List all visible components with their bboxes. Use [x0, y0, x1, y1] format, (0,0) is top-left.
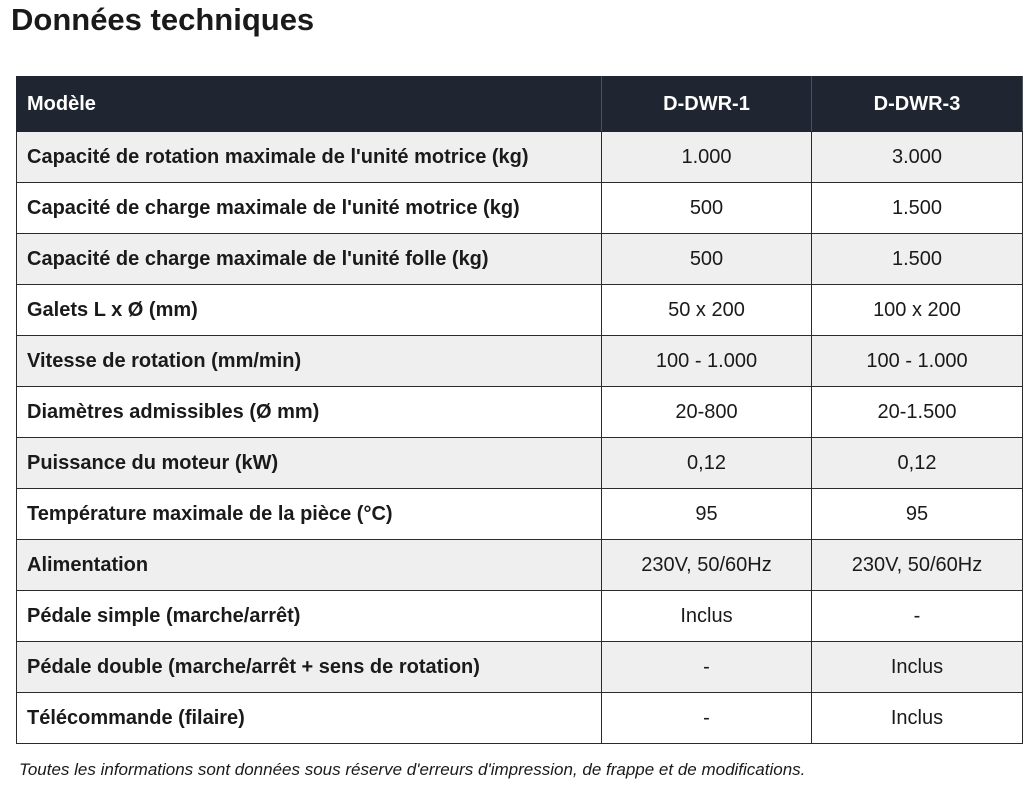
row-value-model-2: 100 - 1.000 — [812, 336, 1023, 387]
row-value-model-1: 0,12 — [602, 438, 812, 489]
table-row — [17, 642, 1023, 693]
row-value-model-2: 3.000 — [812, 132, 1023, 183]
row-label: Pédale double (marche/arrêt + sens de rotation) — [17, 642, 602, 693]
row-value-model-2: 0,12 — [812, 438, 1023, 489]
row-value-model-1: 95 — [602, 489, 812, 540]
row-value-model-1: - — [602, 693, 812, 744]
specs-table — [16, 76, 1023, 744]
row-label: Capacité de charge maximale de l'unité motrice (kg) — [17, 183, 602, 234]
header-model-d-dwr-3: D-DWR-3 — [812, 77, 1023, 132]
row-label: Capacité de rotation maximale de l'unité motrice (kg) — [17, 132, 602, 183]
row-value-model-1: 500 — [602, 234, 812, 285]
row-value-model-1: 1.000 — [602, 132, 812, 183]
table-row — [17, 591, 1023, 642]
header-model-d-dwr-1: D-DWR-1 — [602, 77, 812, 132]
row-value-model-2: 230V, 50/60Hz — [812, 540, 1023, 591]
row-value-model-2: 95 — [812, 489, 1023, 540]
table-row — [17, 234, 1023, 285]
table-row — [17, 489, 1023, 540]
row-value-model-2: Inclus — [812, 693, 1023, 744]
table-row — [17, 387, 1023, 438]
row-label: Pédale simple (marche/arrêt) — [17, 591, 602, 642]
row-value-model-1: 500 — [602, 183, 812, 234]
row-value-model-1: 230V, 50/60Hz — [602, 540, 812, 591]
header-label-cell: Modèle — [17, 77, 602, 132]
row-value-model-2: 20-1.500 — [812, 387, 1023, 438]
row-value-model-2: 1.500 — [812, 183, 1023, 234]
row-value-model-2: 1.500 — [812, 234, 1023, 285]
table-header-row — [17, 77, 1023, 132]
row-label: Alimentation — [17, 540, 602, 591]
row-value-model-2: - — [812, 591, 1023, 642]
row-label: Capacité de charge maximale de l'unité folle (kg) — [17, 234, 602, 285]
row-label: Vitesse de rotation (mm/min) — [17, 336, 602, 387]
row-value-model-2: Inclus — [812, 642, 1023, 693]
row-label: Galets L x Ø (mm) — [17, 285, 602, 336]
row-value-model-1: 50 x 200 — [602, 285, 812, 336]
row-value-model-1: 100 - 1.000 — [602, 336, 812, 387]
table-row — [17, 132, 1023, 183]
table-row — [17, 183, 1023, 234]
row-value-model-1: 20-800 — [602, 387, 812, 438]
table-row — [17, 336, 1023, 387]
row-label: Télécommande (filaire) — [17, 693, 602, 744]
table-row — [17, 693, 1023, 744]
row-label: Température maximale de la pièce (°C) — [17, 489, 602, 540]
table-row — [17, 285, 1023, 336]
row-value-model-2: 100 x 200 — [812, 285, 1023, 336]
row-label: Puissance du moteur (kW) — [17, 438, 602, 489]
row-value-model-1: Inclus — [602, 591, 812, 642]
table-row — [17, 438, 1023, 489]
page-title: Données techniques — [11, 2, 315, 37]
table-row — [17, 540, 1023, 591]
disclaimer-footnote: Toutes les informations sont données sous réserve d'erreurs d'impression, de frappe et de modifications. — [19, 760, 806, 779]
row-value-model-1: - — [602, 642, 812, 693]
row-label: Diamètres admissibles (Ø mm) — [17, 387, 602, 438]
